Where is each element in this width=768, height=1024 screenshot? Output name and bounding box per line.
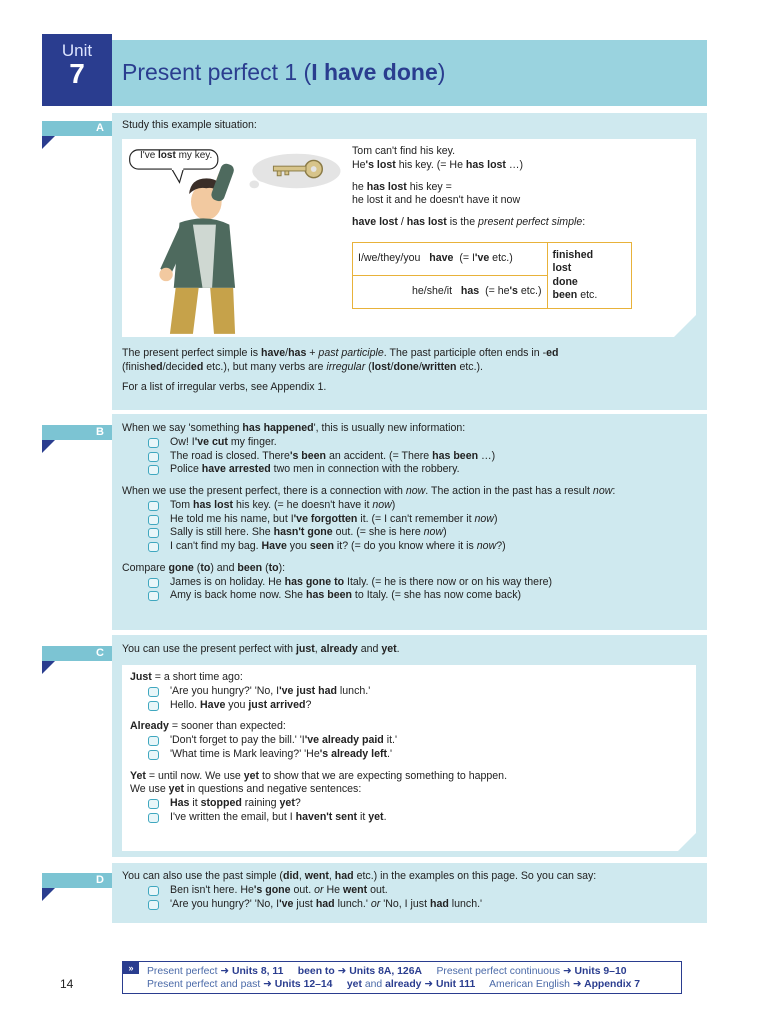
man-searching-illustration bbox=[122, 139, 352, 339]
section-tab-b: B bbox=[42, 425, 112, 440]
unit-badge bbox=[42, 34, 112, 106]
list-item: 'What time is Mark leaving?' 'He's already left.' bbox=[130, 748, 688, 762]
explanation-text: Tom can't find his key. He's lost his key. (= He has lost …) he has lost his key = he lost it and he doesn't have it now have lost / has lost is the present perfect simple: bbox=[352, 145, 586, 229]
section-b-content: When we say 'something has happened', this is usually new information: Ow! I've cut my finger. The road is closed. There's been an accident. (= There has been …) Police have arrested two men in connection with the robbery. When we use the present perfect, there is a connection with now. The action in the past has a result now: Tom has lost his key. (= he doesn't have it now) He told me his name, but I've forgotten it. (= I can't remember it now) Sally is still here. She hasn't gone out. (= she is here now) I can't find my bag. Have you seen it? (= do you know where it is now?) Compare gone (to) and been (to): James is on holiday. He has gone to Italy. (= he is there now or on his way there) Amy is back home now. She has been to Italy. (= she has now come back) bbox=[122, 422, 697, 603]
example-panel bbox=[122, 139, 696, 337]
section-c-intro: You can use the present perfect with just, already and yet. bbox=[122, 643, 400, 655]
section-tab-d: D bbox=[42, 873, 112, 888]
list-item: Amy is back home now. She has been to Italy. (= she has now come back) bbox=[122, 589, 697, 603]
conjugation-table bbox=[352, 242, 632, 309]
double-arrow-icon: » bbox=[123, 962, 139, 974]
page-title: Present perfect 1 (I have done) bbox=[122, 59, 446, 85]
list-item: 'Are you hungry?' 'No, I've just had lunch.' bbox=[130, 685, 688, 699]
list-item: I've written the email, but I haven't sent it yet. bbox=[130, 811, 688, 825]
list-item: I can't find my bag. Have you seen it? (= do you know where it is now?) bbox=[122, 540, 697, 554]
list-item: Ben isn't here. He's gone out. or He went out. bbox=[122, 884, 697, 898]
ref-link[interactable]: yet and already ➜ Unit 111 bbox=[346, 979, 476, 990]
section-tab-a: A bbox=[42, 121, 112, 136]
section-d-content: You can also use the past simple (did, went, had etc.) in the examples on this page. So you can say: Ben isn't here. He's gone out. or He went out. 'Are you hungry?' 'No, I've just had lunch.' or 'No, I just had lunch.' bbox=[122, 870, 697, 911]
man-figure bbox=[159, 162, 235, 334]
list-item: Has it stopped raining yet? bbox=[130, 797, 688, 811]
ref-link[interactable]: Present perfect and past ➜ Units 12–14 bbox=[147, 979, 333, 990]
section-b bbox=[112, 414, 707, 630]
ref-link[interactable]: Present perfect ➜ Units 8, 11 bbox=[147, 966, 284, 977]
section-tab-c: C bbox=[42, 646, 112, 661]
table-row-have: I/we/they/you have (= I've etc.) bbox=[353, 243, 548, 276]
section-marker-d bbox=[42, 888, 55, 901]
list-item: The road is closed. There's been an accident. (= There has been …) bbox=[122, 450, 697, 464]
speech-bubble-text: I've lost my key. bbox=[140, 150, 213, 161]
cross-reference-box bbox=[122, 961, 682, 994]
list-item: Hello. Have you just arrived? bbox=[130, 699, 688, 713]
panel-corner bbox=[674, 315, 696, 337]
section-a-intro: Study this example situation: bbox=[122, 119, 257, 131]
page-number: 14 bbox=[60, 977, 74, 991]
participle-list: finished lost done been etc. bbox=[547, 243, 632, 309]
section-marker-c bbox=[42, 661, 55, 674]
section-d bbox=[112, 863, 707, 923]
section-a bbox=[112, 113, 707, 410]
list-item: James is on holiday. He has gone to Italy. (= he is there now or on his way there) bbox=[122, 576, 697, 590]
list-item: Sally is still here. She hasn't gone out. (= she is here now) bbox=[122, 526, 697, 540]
ref-link[interactable]: Present perfect continuous ➜ Units 9–10 bbox=[436, 966, 627, 977]
cross-reference-row-1 bbox=[147, 965, 627, 979]
list-item: He told me his name, but I've forgotten it. (= I can't remember it now) bbox=[122, 513, 697, 527]
just-already-yet-panel: Just = a short time ago: 'Are you hungry?' 'No, I've just had lunch.' Hello. Have you just arrived? Already = sooner than expected: 'Don't forget to pay the bill.' 'I've already paid it.' 'What time is Mark leaving?' 'He's already left.' Yet = until now. We use yet to show that we are expecting something to happen. We use yet in questions and negative sentences: Has it stopped raining yet? I've written the email, but I haven't sent it yet. bbox=[122, 665, 696, 851]
list-item: 'Don't forget to pay the bill.' 'I've already paid it.' bbox=[130, 734, 688, 748]
section-c bbox=[112, 635, 707, 857]
list-item: 'Are you hungry?' 'No, I've just had lunch.' or 'No, I just had lunch.' bbox=[122, 898, 697, 912]
list-item: Ow! I've cut my finger. bbox=[122, 436, 697, 450]
unit-label: Unit bbox=[61, 41, 93, 60]
ref-link[interactable]: American English ➜ Appendix 7 bbox=[489, 979, 641, 990]
table-row-has: he/she/it has (= he's etc.) bbox=[353, 276, 548, 309]
section-marker-a bbox=[42, 136, 55, 149]
panel-corner bbox=[678, 833, 696, 851]
section-marker-b bbox=[42, 440, 55, 453]
list-item: Tom has lost his key. (= he doesn't have it now) bbox=[122, 499, 697, 513]
list-item: Police have arrested two men in connection with the robbery. bbox=[122, 463, 697, 477]
section-a-notes: The present perfect simple is have/has + past participle. The past participle often ends in -ed (finished/decided etc.), but many verbs are irregular (lost/done/written etc.). For a list of irregular verbs, see Appendix 1. bbox=[122, 347, 559, 393]
unit-number: 7 bbox=[69, 58, 85, 89]
title-bar bbox=[112, 40, 707, 106]
ref-link[interactable]: been to ➜ Units 8A, 126A bbox=[297, 966, 422, 977]
cross-reference-row-2 bbox=[147, 978, 640, 992]
